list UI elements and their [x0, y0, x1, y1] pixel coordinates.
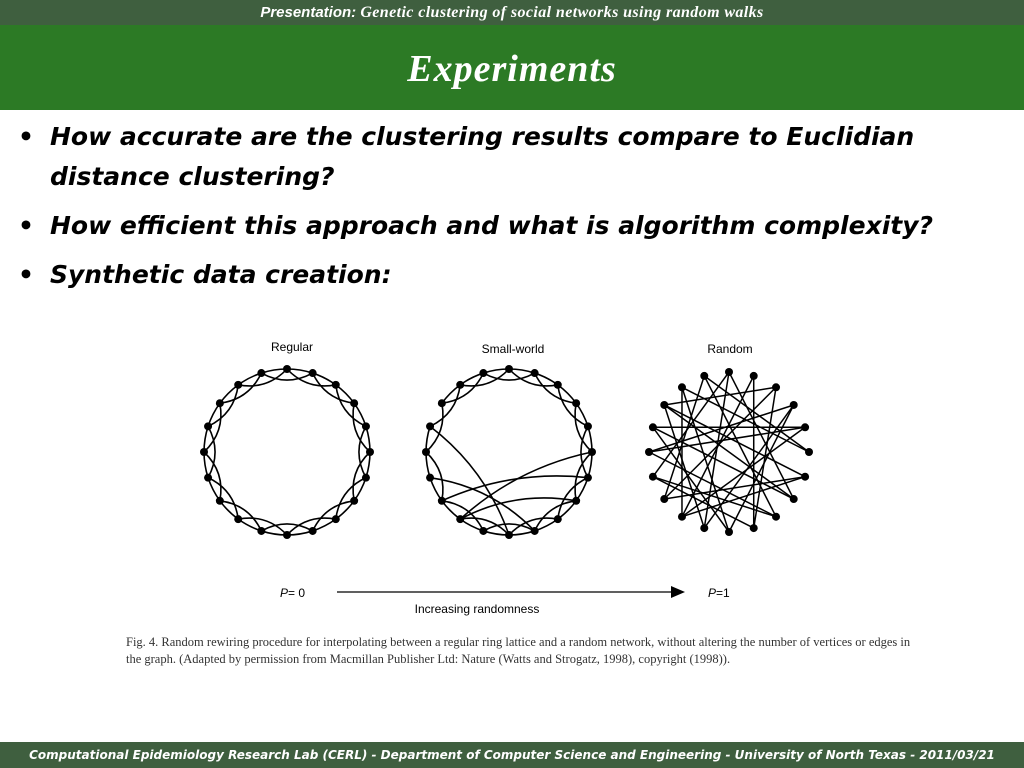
- small-world-network: [422, 365, 596, 539]
- network-node: [725, 368, 733, 376]
- network-edge: [535, 501, 577, 531]
- network-node: [531, 527, 539, 535]
- regular-network: [200, 365, 374, 539]
- network-edge: [208, 426, 215, 477]
- network-node: [554, 381, 562, 389]
- figure-caption: Fig. 4. Random rewiring procedure for interpolating between a regular ring lattice and a random network, without altering the number of vertices or edges in the graph. (Adapted by permission from Macmillan Publisher Ltd: Nature (Watts and Strogatz, 1998), copyright (1998)).: [126, 635, 911, 666]
- presentation-prefix: Presentation:: [260, 4, 357, 21]
- network-node: [309, 527, 317, 535]
- network-node: [257, 527, 265, 535]
- network-edge: [220, 373, 262, 403]
- network-node: [283, 531, 291, 539]
- network-node: [362, 422, 370, 430]
- p-symbol: P: [708, 586, 717, 600]
- bullet-dot: •: [18, 122, 34, 151]
- network-node: [572, 399, 580, 407]
- p-one-label: [708, 586, 730, 600]
- regular-label: Regular: [270, 340, 314, 354]
- small-world-label: Small-world: [481, 342, 545, 356]
- network-node: [790, 495, 798, 503]
- network-node: [438, 497, 446, 505]
- bullet-list: [18, 117, 978, 304]
- network-node: [204, 474, 212, 482]
- network-edge: [653, 477, 776, 517]
- network-edge: [208, 385, 238, 427]
- network-node: [200, 448, 208, 456]
- network-node: [750, 524, 758, 532]
- bullet-item: [18, 117, 978, 197]
- network-node: [588, 448, 596, 456]
- p-zero-value: = 0: [288, 586, 306, 600]
- network-edge: [653, 477, 754, 528]
- network-node: [479, 527, 487, 535]
- network-node: [505, 531, 513, 539]
- slide-title: Experiments: [407, 48, 617, 90]
- network-node: [350, 399, 358, 407]
- network-edge: [442, 373, 484, 403]
- network-figure: [125, 330, 925, 630]
- network-edge: [460, 452, 592, 519]
- network-edge: [649, 405, 794, 452]
- network-edge: [483, 524, 534, 531]
- random-network: [645, 368, 813, 536]
- presentation-header: [0, 0, 1024, 25]
- network-node: [283, 365, 291, 373]
- network-edge: [664, 405, 704, 528]
- network-node: [479, 369, 487, 377]
- network-node: [366, 448, 374, 456]
- network-node: [678, 513, 686, 521]
- network-node: [572, 497, 580, 505]
- network-edge: [336, 385, 366, 427]
- bullet-text: How accurate are the clustering results compare to Euclidian distance clustering?: [50, 122, 915, 191]
- p-one-value: =1: [716, 586, 730, 600]
- network-node: [426, 422, 434, 430]
- network-edge: [313, 501, 355, 531]
- network-edge: [261, 373, 312, 380]
- network-edge: [535, 373, 577, 403]
- network-edge: [261, 524, 312, 531]
- network-node: [801, 473, 809, 481]
- axis-label: Increasing randomness: [414, 602, 540, 616]
- network-edge: [220, 501, 262, 531]
- network-node: [505, 365, 513, 373]
- network-edge: [581, 426, 588, 477]
- network-node: [362, 474, 370, 482]
- random-label: Random: [707, 342, 753, 356]
- network-node: [234, 381, 242, 389]
- network-edge: [313, 373, 355, 403]
- bullet-item: [18, 255, 978, 295]
- network-edge: [483, 373, 534, 380]
- network-node: [554, 515, 562, 523]
- network-node: [649, 473, 657, 481]
- network-node: [332, 381, 340, 389]
- randomness-arrow-head: [671, 586, 685, 598]
- network-node: [584, 422, 592, 430]
- network-node: [725, 528, 733, 536]
- network-node: [660, 495, 668, 503]
- network-node: [700, 372, 708, 380]
- network-node: [790, 401, 798, 409]
- bullet-dot: •: [18, 211, 34, 240]
- network-node: [772, 383, 780, 391]
- p-zero-label: [280, 586, 305, 600]
- bullet-item: [18, 206, 978, 246]
- network-node: [772, 513, 780, 521]
- slide-title-bar: [0, 25, 1024, 110]
- network-edge: [664, 405, 793, 499]
- network-node: [678, 383, 686, 391]
- network-edge: [430, 385, 460, 427]
- network-node: [750, 372, 758, 380]
- network-node: [456, 381, 464, 389]
- network-edge: [208, 478, 238, 520]
- network-edge: [682, 387, 809, 452]
- network-node: [204, 422, 212, 430]
- network-node: [234, 515, 242, 523]
- network-node: [216, 399, 224, 407]
- network-node: [649, 423, 657, 431]
- network-node: [531, 369, 539, 377]
- network-node: [422, 448, 430, 456]
- network-node: [456, 515, 464, 523]
- bullet-dot: •: [18, 260, 34, 289]
- network-node: [350, 497, 358, 505]
- network-edge: [359, 426, 366, 477]
- network-node: [584, 474, 592, 482]
- network-edge: [336, 478, 366, 520]
- network-node: [438, 399, 446, 407]
- network-node: [426, 474, 434, 482]
- bullet-text: Synthetic data creation:: [50, 260, 392, 289]
- bullet-text: How efficient this approach and what is algorithm complexity?: [50, 211, 934, 240]
- network-node: [216, 497, 224, 505]
- network-edge: [558, 385, 588, 427]
- network-edge: [682, 477, 805, 517]
- network-node: [257, 369, 265, 377]
- network-node: [332, 515, 340, 523]
- slide-footer: Computational Epidemiology Research Lab (CERL) - Department of Computer Science and Engineering - University of North Texas - 2011/03/21: [0, 742, 1024, 768]
- p-symbol: P: [280, 586, 289, 600]
- presentation-title: Genetic clustering of social networks using random walks: [360, 4, 764, 21]
- network-node: [309, 369, 317, 377]
- network-node: [801, 423, 809, 431]
- network-node: [645, 448, 653, 456]
- network-node: [805, 448, 813, 456]
- network-node: [660, 401, 668, 409]
- network-node: [700, 524, 708, 532]
